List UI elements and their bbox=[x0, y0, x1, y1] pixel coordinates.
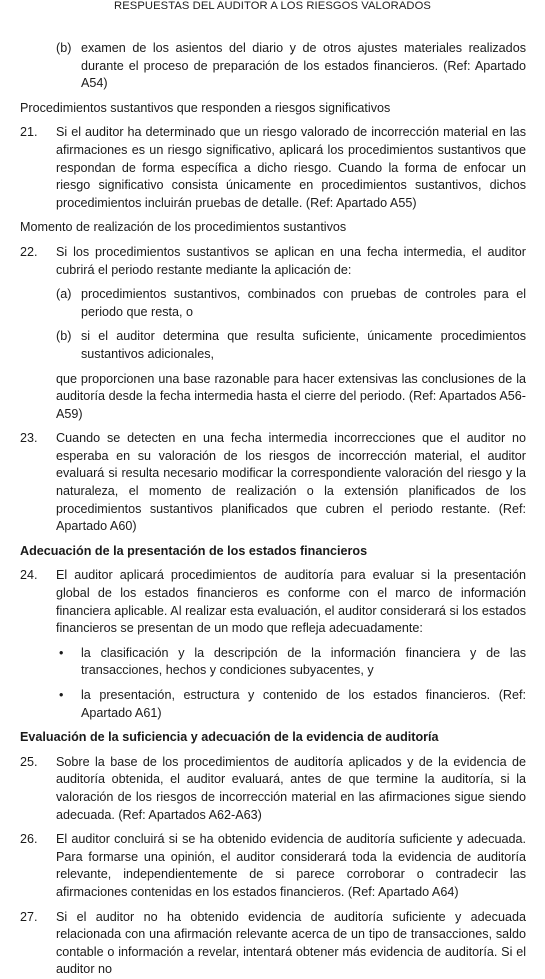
bullet-text: la presentación, estructura y contenido de los estados financieros. (Ref: Apartado A61) bbox=[81, 688, 526, 720]
paragraph-number: 24. bbox=[20, 568, 38, 583]
paragraph-number: 25. bbox=[20, 754, 38, 769]
paragraph-number: 21. bbox=[20, 125, 38, 140]
list-item-b bbox=[56, 40, 526, 93]
paragraph-21 bbox=[20, 124, 526, 212]
list-text: si el auditor determina que resulta suficiente, únicamente procedimientos sustantivos adicionales, bbox=[81, 329, 526, 361]
paragraph-text: Cuando se detecten en una fecha intermedia incorrecciones que el auditor no esperaba en su valoración de los riesgos de incorrección material, el auditor evaluará si resulta necesario modificar la correspondiente valoración del riesgo y la naturaleza, el momento de realización o la extensión planificados de los procedimientos sustantivos planificados que cubren el periodo restante. (Ref: Apartado A60) bbox=[56, 431, 526, 534]
list-item-b bbox=[56, 328, 526, 363]
bullet-text: la clasificación y la descripción de la información financiera y de las transacciones, hechos y condiciones subyacentes, y bbox=[81, 645, 526, 678]
bullet-icon: • bbox=[59, 645, 64, 660]
paragraph-25 bbox=[20, 754, 526, 824]
paragraph-23 bbox=[20, 430, 526, 536]
paragraph-26 bbox=[20, 831, 526, 901]
section-heading: Procedimientos sustantivos que responden a riesgos significativos bbox=[20, 100, 391, 115]
paragraph-text: Si el auditor no ha obtenido evidencia de auditoría suficiente y adecuada relacionada con una afirmación relevante acerca de un tipo de transacciones, saldo contable o información a revelar, intentará obtener más evidencia de auditoría. Si el auditor no bbox=[56, 909, 526, 977]
section-heading: Momento de realización de los procedimientos sustantivos bbox=[20, 220, 347, 235]
paragraph-27 bbox=[20, 909, 526, 979]
paragraph-24 bbox=[20, 567, 526, 637]
document-body bbox=[20, 40, 526, 979]
paragraph-number: 22. bbox=[20, 244, 38, 259]
bullet-icon: • bbox=[59, 688, 64, 702]
paragraph-text: Si los procedimientos sustantivos se aplican en una fecha intermedia, el auditor cubrirá el periodo restante mediante la aplicación de: bbox=[56, 244, 526, 277]
running-header: RESPUESTAS DEL AUDITOR A LOS RIESGOS VALORADOS bbox=[114, 0, 431, 12]
bullet-item bbox=[56, 645, 526, 680]
list-item-a bbox=[56, 286, 526, 321]
section-heading-bold: Adecuación de la presentación de los estados financieros bbox=[20, 543, 368, 558]
list-label: (a) bbox=[56, 287, 72, 302]
list-label: (b) bbox=[56, 329, 72, 344]
paragraph-number: 23. bbox=[20, 431, 38, 446]
list-text: procedimientos sustantivos, combinados con pruebas de controles para el periodo que resta, o bbox=[81, 287, 526, 319]
paragraph-text: El auditor concluirá si se ha obtenido evidencia de auditoría suficiente y adecuada. Para formarse una opinión, el auditor considerará toda la evidencia de auditoría relevante, independientemente de si parece corroborar o contradecir las afirmaciones contenidas en los estados financieros. (Ref: Apartado A64) bbox=[56, 832, 526, 899]
paragraph-text: Si el auditor ha determinado que un riesgo valorado de incorrección material en las afirmaciones es un riesgo significativo, aplicará los procedimientos sustantivos que respondan de forma específica a dicho riesgo. Cuando la forma de enfocar un riesgo significativo consista únicamente en procedimientos sustantivos, dichos procedimientos incluirán pruebas de detalle. (Ref: Apartado A55) bbox=[56, 125, 526, 210]
paragraph-22 bbox=[20, 244, 526, 279]
list-text: examen de los asientos del diario y de otros ajustes materiales realizados durante el proceso de preparación de los estados financieros. (Ref: Apartado A54) bbox=[81, 41, 526, 91]
bullet-item bbox=[56, 687, 526, 722]
paragraph-number: 26. bbox=[20, 832, 38, 847]
section-heading-bold: Evaluación de la suficiencia y adecuación de la evidencia de auditoría bbox=[20, 730, 439, 745]
paragraph-text: El auditor aplicará procedimientos de auditoría para evaluar si la presentación global de los estados financieros es conforme con el marco de información financiera aplicable. Al realizar esta evaluación, el auditor considerará si los estados financieros se presentan de un modo que refleja adecuadamente: bbox=[56, 568, 526, 636]
paragraph-continuation: que proporcionen una base razonable para hacer extensivas las conclusiones de la auditoría desde la fecha intermedia hasta el cierre del periodo. (Ref: Apartados A56-A59) bbox=[56, 371, 526, 421]
list-label: (b) bbox=[56, 41, 72, 55]
paragraph-number: 27. bbox=[20, 909, 38, 924]
paragraph-text: Sobre la base de los procedimientos de auditoría aplicados y de la evidencia de auditoría obtenida, el auditor evaluará, antes de que termine la auditoría, si la valoración de los riesgos de incorrección material en las afirmaciones sigue siendo adecuada. (Ref: Apartados A62-A63) bbox=[56, 754, 526, 822]
